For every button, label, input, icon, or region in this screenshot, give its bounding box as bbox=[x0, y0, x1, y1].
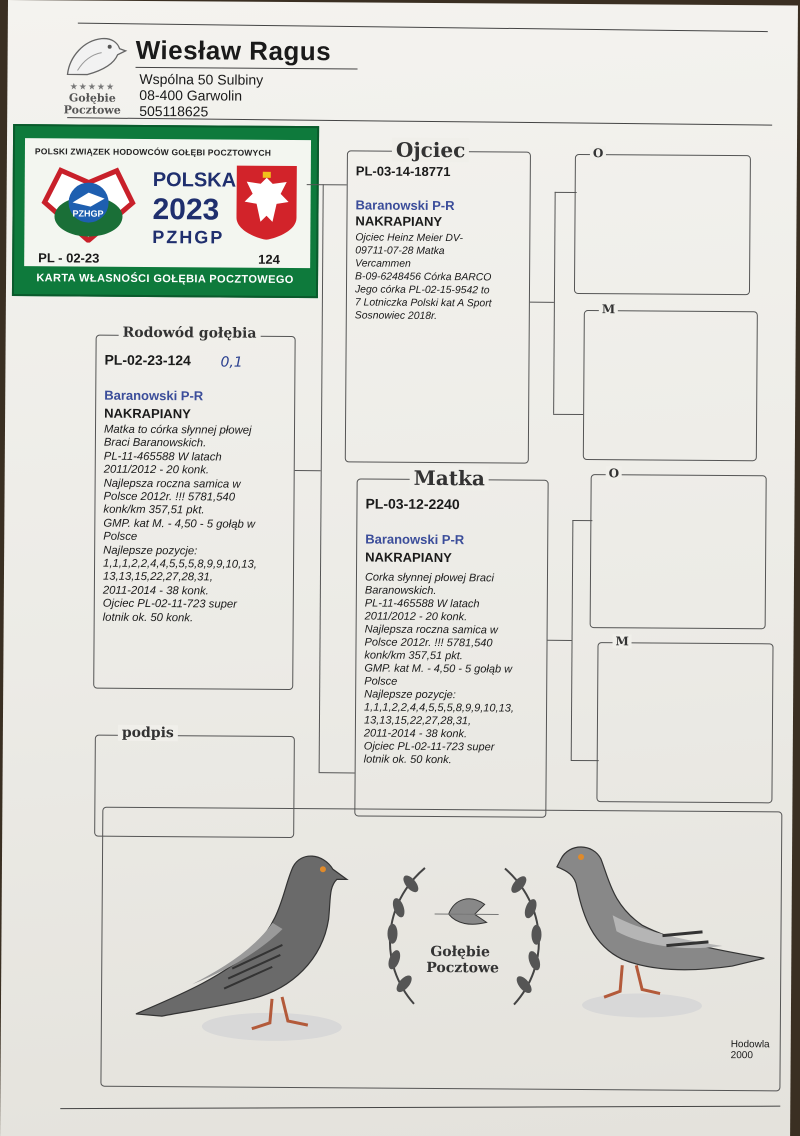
pigeon-ring: PL-02-23-124 bbox=[104, 351, 191, 369]
connector-pigeon bbox=[295, 470, 321, 471]
father-father-box bbox=[574, 146, 751, 295]
mother-description-line: konk/km 357,51 pkt. bbox=[364, 649, 463, 663]
pigeon-description-line: PL-11-465588 W latach bbox=[103, 450, 222, 464]
father-description-line: 7 Lotniczka Polski kat A Sport bbox=[354, 297, 492, 310]
logo bbox=[52, 30, 133, 116]
connector-mother-out bbox=[548, 640, 572, 641]
father-mother-box bbox=[583, 302, 758, 461]
mother-description-line: Polsce 2012r. !!! 5781,540 bbox=[364, 636, 493, 650]
connector-father-out bbox=[530, 302, 554, 303]
pigeon-breeder: Baranowski P-R bbox=[104, 387, 204, 404]
ownership-card-year: 2023 bbox=[152, 193, 220, 227]
father-box-title: Ojciec bbox=[392, 138, 470, 163]
father-description-line: Ojciec Heinz Meier DV- bbox=[355, 232, 463, 245]
pigeon-description-line: Matka to córka słynnej płowej bbox=[103, 423, 252, 437]
logo-text-line1: Gołębie bbox=[68, 91, 116, 105]
footer-text: Hodowla 2000 bbox=[730, 1039, 770, 1062]
mother-description-line: Corka słynnej płowej Braci bbox=[364, 571, 495, 585]
mother-father-label: O bbox=[606, 466, 623, 480]
mother-description-line: GMP. kat M. - 4,50 - 5 gołąb w bbox=[364, 662, 513, 676]
ownership-card-ring: PL - 02-23 bbox=[38, 250, 100, 266]
mother-breeder: Baranowski P-R bbox=[365, 531, 465, 548]
pigeon-box bbox=[93, 324, 295, 690]
connector-mm bbox=[571, 760, 599, 761]
owner-address-line2: 08-400 Garwolin bbox=[139, 86, 243, 104]
mother-mother-box bbox=[596, 634, 773, 803]
pigeon-description-line: Ojciec PL-02-11-723 super bbox=[102, 597, 237, 611]
mother-description-line: Najlepsze pozycje: bbox=[364, 688, 456, 702]
ownership-card-top-text: POLSKI ZWIĄZEK HODOWCÓW GOŁĘBI POCZTOWYCH bbox=[34, 146, 272, 158]
wreath-emblem-icon bbox=[374, 844, 555, 1025]
mother-description-line: Najlepsza roczna samica w bbox=[364, 623, 498, 637]
ownership-card-bottom-text: KARTA WŁASNOŚCI GOŁĘBIA POCZTOWEGO bbox=[36, 272, 294, 287]
pzhgp-emblem-text: PZHGP bbox=[72, 208, 104, 219]
left-pigeon-illustration bbox=[132, 838, 353, 1050]
mother-color: NAKRAPIANY bbox=[365, 549, 452, 566]
mother-box bbox=[354, 465, 548, 817]
connector-fm bbox=[553, 414, 583, 415]
father-description bbox=[355, 231, 492, 323]
pigeon-description-line: Polsce bbox=[103, 530, 138, 544]
wreath-text-line1: Gołębie bbox=[430, 943, 491, 961]
ownership-card-country: POLSKA bbox=[152, 169, 237, 192]
connector-mother-gp-vertical bbox=[571, 520, 574, 760]
mother-description-line: PL-11-465588 W latach bbox=[364, 597, 480, 611]
mother-description-line: Ojciec PL-02-11-723 super bbox=[363, 740, 495, 754]
father-ring: PL-03-14-18771 bbox=[355, 163, 451, 180]
father-color: NAKRAPIANY bbox=[355, 213, 443, 230]
pzhgp-emblem-icon bbox=[40, 162, 137, 243]
father-description-line: 09711-07-28 Matka bbox=[355, 245, 445, 258]
mother-description-line: 2011/2012 - 20 konk. bbox=[364, 610, 468, 624]
pigeon-description-line: konk/km 357,51 pkt. bbox=[103, 504, 205, 517]
pigeon-description-line: Polsce 2012r. !!! 5781,540 bbox=[103, 490, 236, 504]
connector-mother bbox=[319, 772, 355, 773]
father-description-line: Jego córka PL-02-15-9542 to bbox=[354, 284, 490, 297]
right-pigeon-illustration bbox=[552, 835, 773, 1027]
owner-address-line1: Wspólna 50 Sulbiny bbox=[139, 70, 264, 88]
signature-label: podpis bbox=[118, 725, 178, 741]
ownership-card-number: 124 bbox=[258, 251, 280, 267]
mother-father-box bbox=[590, 466, 767, 629]
father-breeder: Baranowski P-R bbox=[355, 197, 455, 214]
mother-description-line: 2011-2014 - 38 konk. bbox=[363, 727, 468, 741]
mother-mother-label: M bbox=[612, 634, 631, 648]
pigeon-description-line: Najlepsza roczna samica w bbox=[103, 477, 241, 491]
father-father-label: O bbox=[590, 146, 607, 160]
mother-box-title: Matka bbox=[410, 466, 489, 491]
pigeon-description-line: 13,13,15,22,27,28,31, bbox=[102, 571, 213, 584]
mother-description-line: 1,1,1,2,2,4,4,5,5,5,8,9,9,10,13, bbox=[364, 701, 514, 715]
header-top-rule bbox=[78, 23, 768, 32]
father-box bbox=[345, 137, 531, 463]
footer-rule bbox=[60, 1106, 780, 1110]
owner-phone: 505118625 bbox=[139, 102, 209, 120]
polish-eagle-icon bbox=[234, 164, 299, 240]
pigeon-description-line: GMP. kat M. - 4,50 - 5 gołąb w bbox=[103, 517, 256, 531]
connector-parents-vertical bbox=[319, 184, 324, 772]
pigeon-description-line: 1,1,1,2,2,4,4,5,5,5,8,9,9,10,13, bbox=[103, 557, 257, 571]
decorative-panel bbox=[100, 807, 782, 1092]
owner-name-underline bbox=[136, 67, 358, 70]
father-description-line: B-09-6248456 Córka BARCO bbox=[355, 271, 492, 284]
ownership-card-org: PZHGP bbox=[152, 227, 225, 248]
father-description-line: Vercammen bbox=[355, 258, 411, 270]
pigeon-description-line: Braci Baranowskich. bbox=[103, 437, 207, 450]
pigeon-handnote: 0,1 bbox=[220, 354, 243, 371]
pigeon-head-icon bbox=[57, 30, 127, 76]
wreath-text-line2: Pocztowe bbox=[426, 959, 500, 977]
pigeon-description-line: 2011-2014 - 38 konk. bbox=[102, 584, 209, 598]
pigeon-color: NAKRAPIANY bbox=[104, 405, 191, 422]
logo-stars: ★★★★★ bbox=[69, 81, 116, 92]
father-mother-label: M bbox=[599, 302, 618, 316]
pigeon-description-line: Najlepsze pozycje: bbox=[103, 544, 198, 557]
connector-father-gp-vertical bbox=[553, 192, 556, 414]
father-description-line: Sosnowiec 2018r. bbox=[354, 310, 438, 323]
pigeon-description-line: 2011/2012 - 20 konk. bbox=[103, 463, 210, 477]
owner-name: Wiesław Ragus bbox=[135, 34, 332, 67]
pigeon-description-line: lotnik ok. 50 konk. bbox=[102, 611, 194, 624]
mother-description-line: Baranowskich. bbox=[364, 584, 437, 598]
connector-ff bbox=[555, 192, 577, 193]
ownership-card-inner bbox=[24, 138, 311, 268]
mother-description-line: Polsce bbox=[364, 675, 398, 688]
mother-description bbox=[364, 572, 515, 768]
pigeon-box-title: Rodowód gołębia bbox=[119, 325, 261, 342]
mother-description-line: lotnik ok. 50 konk. bbox=[363, 753, 452, 767]
logo-text-line2: Pocztowe bbox=[63, 103, 121, 117]
pigeon-description bbox=[103, 424, 258, 626]
ownership-card bbox=[12, 124, 319, 298]
mother-description-line: 13,13,15,22,27,28,31, bbox=[363, 714, 472, 728]
mother-ring: PL-03-12-2240 bbox=[365, 495, 460, 513]
